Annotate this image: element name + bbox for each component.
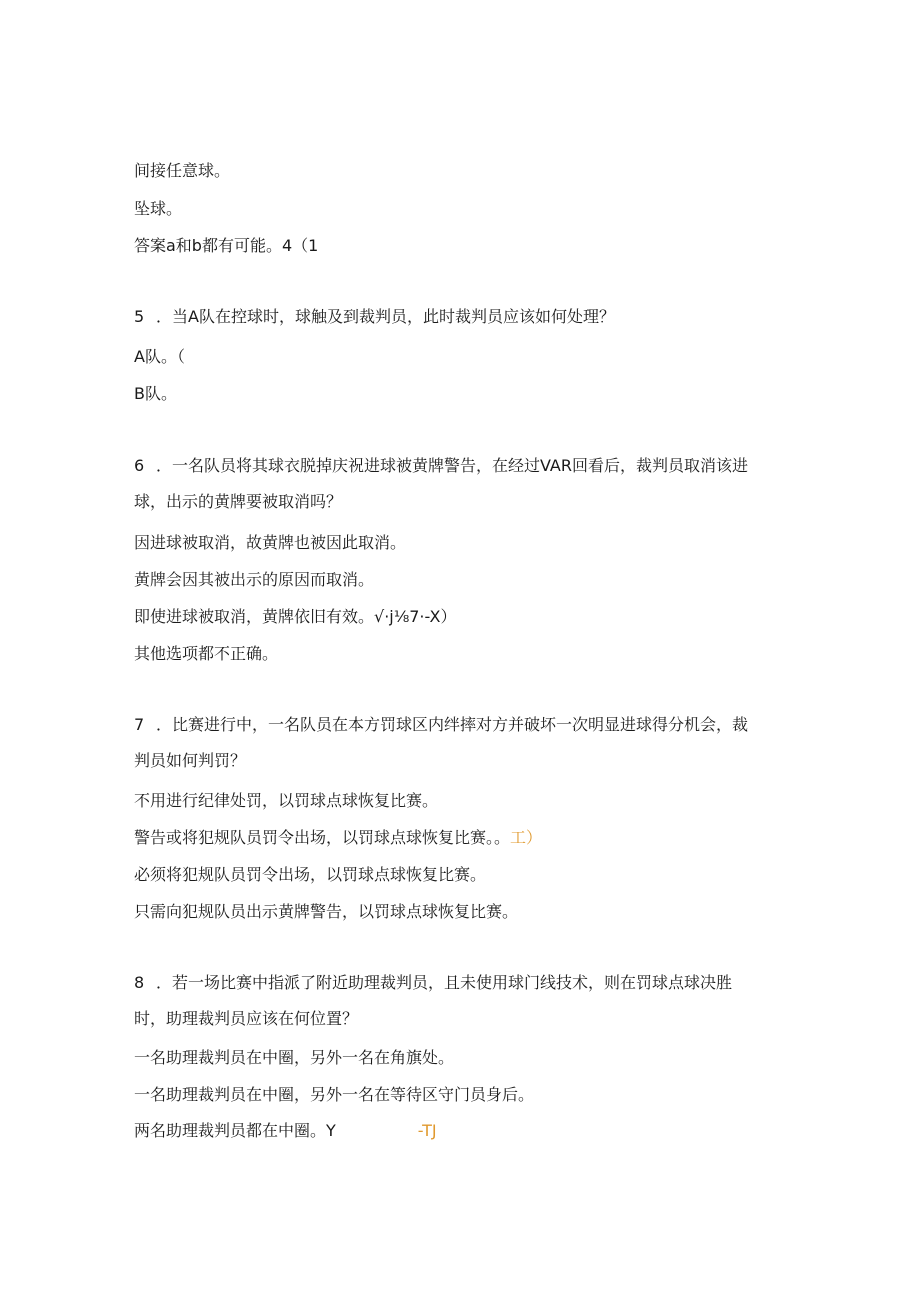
option-line: 间接任意球。	[134, 161, 231, 180]
option-line: 因进球被取消，故黄牌也被因此取消。	[134, 533, 407, 552]
question-text: ．一名队员将其球衣脱掉庆祝进球被黄牌警告，在经过VAR回看后，裁判员取消该进	[156, 456, 748, 475]
option-line: 答案a和b都有可能。4（1	[134, 236, 319, 255]
option-line: 一名助理裁判员在中圈，另外一名在角旗处。	[134, 1048, 455, 1067]
question-number: 7	[134, 715, 145, 734]
option-line: 其他选项都不正确。	[134, 644, 279, 663]
question-text: ．当A队在控球时，球触及到裁判员，此时裁判员应该如何处理？	[156, 307, 615, 326]
answer-mark: 工）	[510, 828, 543, 847]
question-text-continued: 球，出示的黄牌要被取消吗？	[134, 492, 343, 511]
option-line: 坠球。	[134, 199, 183, 218]
option-text: 警告或将犯规队员罚令出场，以罚球点球恢复比赛。。	[134, 828, 511, 847]
question-number: 5	[134, 307, 145, 326]
option-line-with-mark	[134, 1121, 437, 1141]
question-5	[134, 307, 615, 327]
option-line: A队。（	[134, 347, 185, 366]
question-number: 8	[134, 973, 145, 992]
question-text-continued: 时，助理裁判员应该在何位置？	[134, 1009, 359, 1028]
option-line: 只需向犯规队员出示黄牌警告，以罚球点球恢复比赛。	[134, 902, 519, 921]
question-text-continued: 判员如何判罚？	[134, 751, 247, 770]
answer-mark: -TJ	[417, 1121, 437, 1140]
option-line: 必须将犯规队员罚令出场，以罚球点球恢复比赛。	[134, 865, 487, 884]
question-6	[134, 456, 748, 476]
option-line: 不用进行纪律处罚，以罚球点球恢复比赛。	[134, 791, 439, 810]
question-number: 6	[134, 456, 145, 475]
option-line: B队。	[134, 384, 177, 403]
question-text: ．若一场比赛中指派了附近助理裁判员，且未使用球门线技术，则在罚球点球决胜	[156, 973, 733, 992]
question-8	[134, 973, 732, 993]
option-line: 黄牌会因其被出示的原因而取消。	[134, 570, 375, 589]
option-line: 一名助理裁判员在中圈，另外一名在等待区守门员身后。	[134, 1085, 535, 1104]
option-line-with-mark	[134, 828, 542, 848]
question-7	[134, 715, 748, 735]
option-line: 即使进球被取消，黄牌依旧有效。√·j⅛7·-X）	[134, 607, 457, 626]
option-text: 两名助理裁判员都在中圈。Y	[134, 1121, 336, 1140]
question-text: ．比赛进行中，一名队员在本方罚球区内绊摔对方并破坏一次明显进球得分机会，裁	[156, 715, 749, 734]
